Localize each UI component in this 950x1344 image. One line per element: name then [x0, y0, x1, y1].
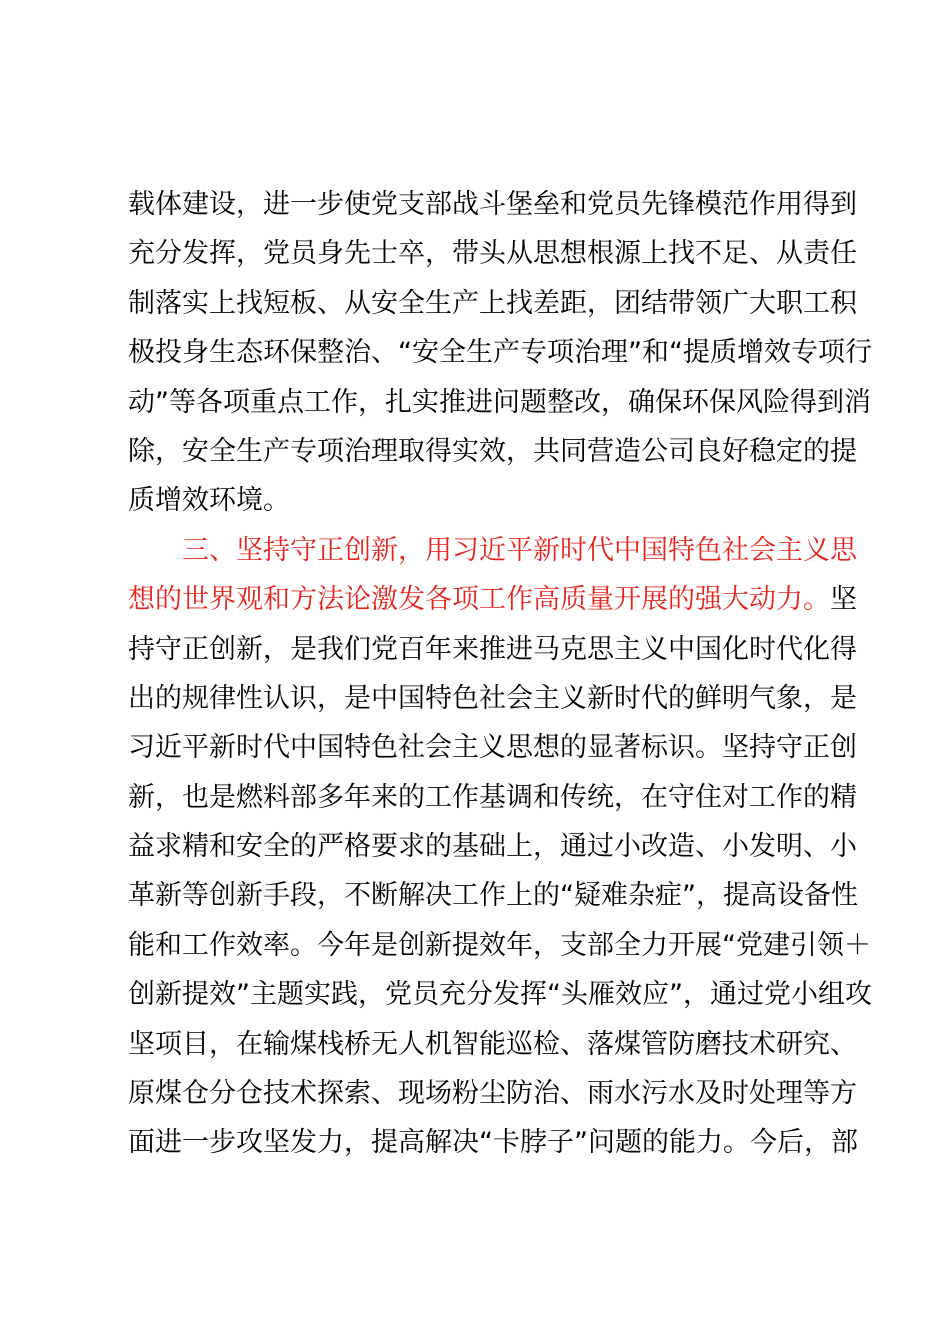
paragraph-line: 出的规律性认识，是中国特色社会主义新时代的鲜明气象，是 [128, 682, 857, 714]
paragraph-line: 面进一步攻坚发力，提高解决“卡脖子”问题的能力。今后，部 [128, 1127, 858, 1159]
section-heading-continuation [128, 575, 857, 624]
document-body [128, 180, 872, 1168]
paragraph-line: 能和工作效率。今年是创新提效年，支部全力开展“党建引领＋ [128, 929, 871, 961]
paragraph-line: 制落实上找短板、从安全生产上找差距，团结带领广大职工积 [128, 287, 857, 319]
paragraph-line: 动”等各项重点工作，扎实推进问题整改，确保环保风险得到消 [128, 386, 871, 418]
paragraph-line: 习近平新时代中国特色社会主义思想的显著标识。坚持守正创 [128, 732, 857, 764]
paragraph-line: 新，也是燃料部多年来的工作基调和传统，在守住对工作的精 [128, 781, 857, 813]
paragraph-line: 原煤仓分仓技术探索、现场粉尘防治、雨水污水及时处理等方 [128, 1078, 857, 1110]
paragraph-line: 载体建设，进一步使党支部战斗堡垒和党员先锋模范作用得到 [128, 189, 857, 220]
paragraph-line: 益求精和安全的严格要求的基础上，通过小改造、小发明、小 [128, 831, 857, 863]
paragraph-line: 充分发挥，党员身先士卒，带头从思想根源上找不足、从责任 [128, 238, 857, 270]
paragraph-line: 坚项目，在输煤栈桥无人机智能巡检、落煤管防磨技术研究、 [128, 1028, 857, 1060]
paragraph-line: 持守正创新，是我们党百年来推进马克思主义中国化时代化得 [128, 633, 857, 665]
paragraph-start: 坚 [830, 584, 857, 616]
paragraph-line: 除，安全生产专项治理取得实效，共同营造公司良好稳定的提 [128, 435, 857, 467]
section-heading: 三、坚持守正创新，用习近平新时代中国特色社会主义思 [182, 534, 857, 566]
paragraph-line: 革新等创新手段，不断解决工作上的“疑难杂症”，提高设备性 [128, 880, 858, 912]
paragraph-line: 创新提效”主题实践，党员充分发挥“头雁效应”，通过党小组攻 [128, 979, 872, 1011]
paragraph-line: 极投身生态环保整治、“安全生产专项治理”和“提质增效专项行 [128, 337, 872, 369]
paragraph-line: 质增效环境。 [128, 485, 290, 517]
section-heading-end: 想的世界观和方法论激发各项工作高质量开展的强大动力。 [128, 584, 830, 616]
